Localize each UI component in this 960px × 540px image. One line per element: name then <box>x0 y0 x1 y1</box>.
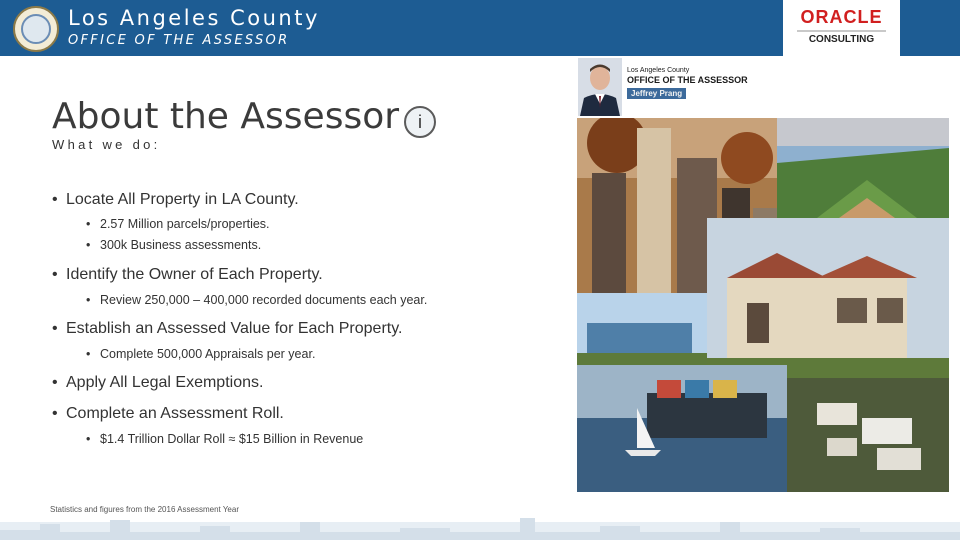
bullet-dot: • <box>86 217 91 231</box>
bullet-dot: • <box>52 266 58 283</box>
port-ship-photo <box>577 365 787 492</box>
hillside-campus-photo <box>787 378 949 492</box>
bullet-dot: • <box>52 320 58 337</box>
footnote: Statistics and figures from the 2016 Assessment Year <box>50 505 239 514</box>
bullet-text: Locate All Property in LA County. <box>66 191 299 208</box>
bullet-text: Establish an Assessed Value for Each Property. <box>66 320 403 337</box>
sub-bullet-appraisals <box>86 347 315 361</box>
badge-county: Los Angeles County <box>627 67 690 74</box>
bullet-dot: • <box>86 347 91 361</box>
skyline-decoration <box>0 508 960 540</box>
sub-bullet-business <box>86 238 261 252</box>
assessor-badge <box>578 58 750 116</box>
header-office-name: OFFICE OF THE ASSESSOR <box>68 33 290 48</box>
stadium-photo <box>777 118 949 218</box>
info-icon[interactable]: i <box>404 106 436 138</box>
consulting-wordmark: CONSULTING <box>808 34 875 45</box>
bullet-dot: • <box>52 374 58 391</box>
sub-bullet-text: Complete 500,000 Appraisals per year. <box>100 347 316 361</box>
bullet-text: Apply All Legal Exemptions. <box>66 374 264 391</box>
oracle-wordmark: ORACLE <box>800 7 883 27</box>
slide-title: About the Assessor <box>52 96 400 137</box>
sub-bullet-text: $1.4 Trillion Dollar Roll ≈ $15 Billion in Revenue <box>100 432 364 446</box>
bullet-locate-property <box>52 191 299 209</box>
bullet-identify-owner <box>52 266 323 284</box>
badge-office: OFFICE OF THE ASSESSOR <box>627 75 748 85</box>
slide-subtitle: What we do: <box>52 137 161 152</box>
sub-bullet-text: 300k Business assessments. <box>100 238 262 252</box>
la-county-seal-icon <box>13 6 59 52</box>
bullet-dot: • <box>86 293 91 307</box>
bullet-text: Identify the Owner of Each Property. <box>66 266 323 283</box>
seal-inner-ring <box>21 14 51 44</box>
logo-divider <box>797 30 886 32</box>
bullet-legal-exemptions <box>52 374 263 392</box>
sub-bullet-documents <box>86 293 427 307</box>
header-bar <box>0 0 960 56</box>
sub-bullet-parcels <box>86 217 270 231</box>
oracle-consulting-logo <box>783 0 900 56</box>
badge-name: Jeffrey Prang <box>627 88 686 99</box>
bullet-assessed-value <box>52 320 402 338</box>
property-photo-collage <box>577 118 949 492</box>
bullet-text: Complete an Assessment Roll. <box>66 405 284 422</box>
office-building-photo <box>577 293 707 365</box>
sub-bullet-text: Review 250,000 – 400,000 recorded documents each year. <box>100 293 428 307</box>
sub-bullet-text: 2.57 Million parcels/properties. <box>100 217 270 231</box>
bullet-dot: • <box>52 191 58 208</box>
bullet-dot: • <box>52 405 58 422</box>
header-county-name: Los Angeles County <box>68 6 320 30</box>
assessor-portrait <box>578 58 622 116</box>
bullet-dot: • <box>86 432 91 446</box>
bullet-dot: • <box>86 238 91 252</box>
spanish-house-photo <box>707 218 949 378</box>
bullet-assessment-roll <box>52 405 284 423</box>
sub-bullet-roll-revenue <box>86 432 363 446</box>
